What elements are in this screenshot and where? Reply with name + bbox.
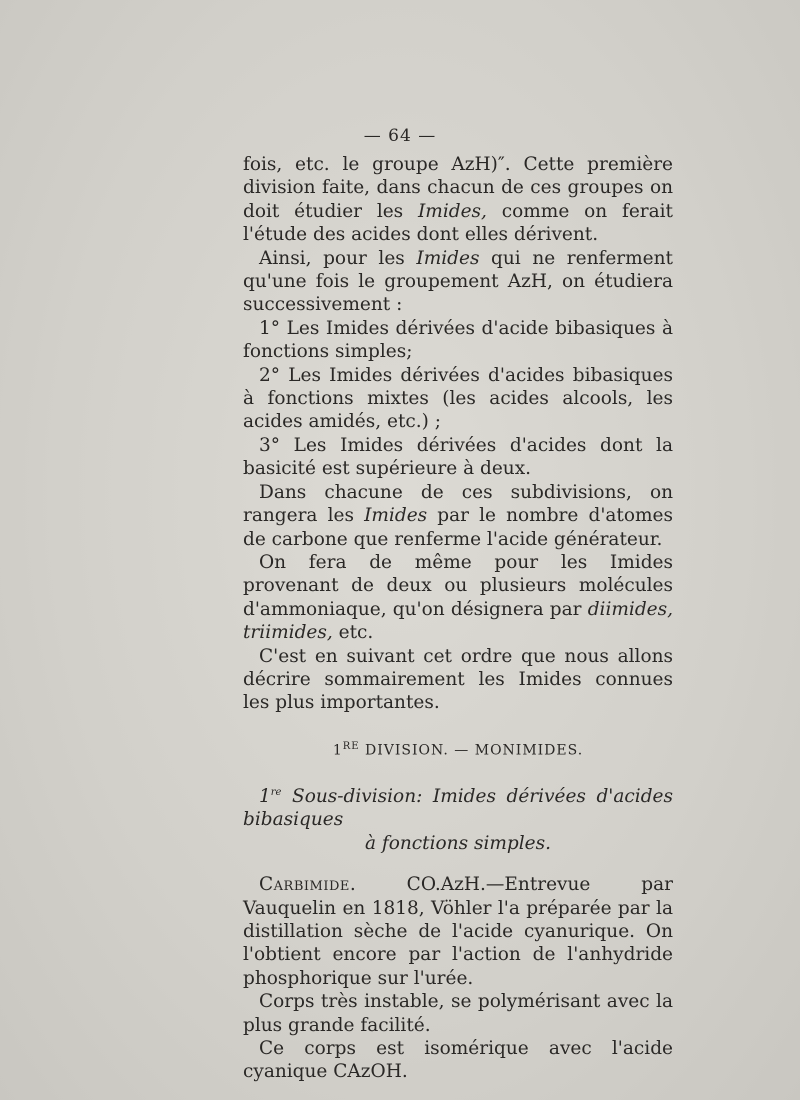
body-text bbox=[243, 153, 673, 1084]
paragraph bbox=[243, 153, 673, 247]
paragraph bbox=[243, 247, 673, 317]
list-item: 3° Les Imides dérivées d'acides dont la basicité est supérieure à deux. bbox=[243, 434, 673, 480]
list-item: 2° Les Imides dérivées d'acides bibasiques à fonctions mixtes (les acides alcools, les acides amidés, etc.) ; bbox=[243, 364, 673, 433]
paragraph bbox=[243, 873, 673, 990]
paragraph: C'est en suivant cet ordre que nous allons décrire sommairement les Imides connues les plus importantes. bbox=[243, 645, 673, 714]
paragraph: Ce corps est isomérique avec l'acide cyanique CAzOH. bbox=[243, 1038, 673, 1083]
subsection-heading bbox=[243, 781, 673, 832]
text-span: Dans chacune de ces subdivisions, on rangera les bbox=[243, 481, 673, 527]
paragraph bbox=[243, 481, 673, 551]
section-number: 1 bbox=[332, 742, 343, 759]
subsection-title-line1: Sous-division: Imides dérivées d'acides bibasiques bbox=[243, 785, 673, 831]
text-span: On fera de même pour les Imides provenant de deux ou plusieurs molécules d'ammoniaque, qu'on désignera par bbox=[243, 551, 673, 620]
text-span: qui ne renferment qu'une fois le groupement AzH, on étudiera successivement : bbox=[243, 247, 673, 316]
italic-text: diimides, triimides, bbox=[243, 598, 673, 644]
subsection-number: 1 bbox=[259, 785, 271, 807]
italic-text: Imides bbox=[416, 247, 480, 269]
italic-text: Imides bbox=[364, 505, 428, 527]
text-span: comme on ferait l'étude des acides dont elles dérivent. bbox=[243, 200, 673, 246]
text-span: fois, etc. le groupe AzH)″. Cette première division faite, dans chacun de ces groupes on doit étudier les bbox=[243, 154, 673, 222]
paragraph: Corps très instable, se polymérisant avec la plus grande facilité. bbox=[243, 991, 673, 1036]
text-span: . CO.AzH.—Entrevue par Vauquelin en 1818, Vöhler l'a préparée par la distillation sèche de l'acide cyanurique. On l'obtient encore par l'action de l'anhydride phosphorique sur l'urée. bbox=[243, 874, 673, 989]
compound-name: Carbimide bbox=[259, 874, 350, 896]
section-heading bbox=[243, 735, 673, 763]
list-item: 1° Les Imides dérivées d'acide bibasiques à fonctions simples; bbox=[243, 317, 673, 363]
text-span: Ainsi, pour les bbox=[259, 247, 417, 269]
italic-text: Imides, bbox=[418, 200, 487, 222]
paragraph bbox=[243, 551, 673, 645]
subsection-sup: re bbox=[270, 786, 282, 798]
text-span: etc. bbox=[332, 622, 374, 644]
section-sup: RE bbox=[342, 740, 360, 752]
text-span: par le nombre d'atomes de carbone que renferme l'acide générateur. bbox=[243, 505, 673, 550]
section-title-text: DIVISION. — MONIMIDES. bbox=[359, 742, 584, 759]
page-number: — 64 — bbox=[363, 126, 437, 146]
subsection-heading-line2: à fonctions simples. bbox=[365, 832, 551, 854]
